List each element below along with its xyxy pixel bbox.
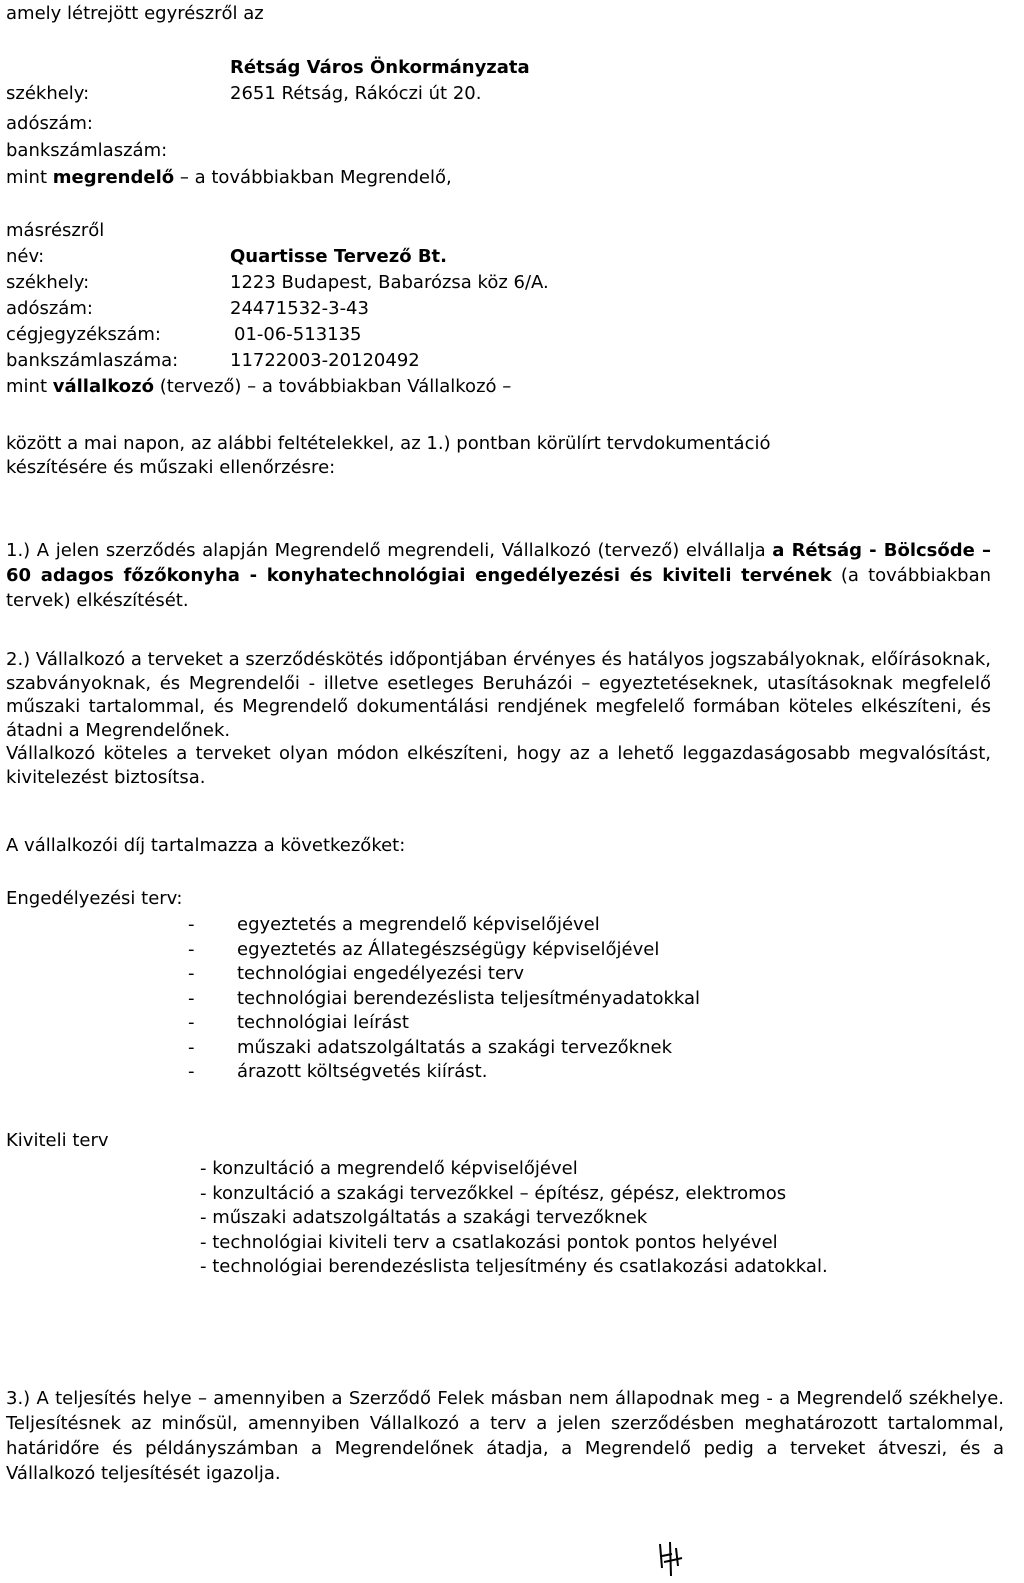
customer-name: Rétság Város Önkormányzata bbox=[230, 57, 530, 78]
document-page bbox=[6, 0, 1006, 1583]
permit-item-dash: - bbox=[188, 963, 195, 984]
fee-intro: A vállalkozói díj tartalmazza a következőket: bbox=[6, 835, 406, 856]
permit-item: technológiai engedélyezési terv bbox=[237, 963, 525, 984]
contractor-reg-label: cégjegyzékszám: bbox=[6, 324, 161, 345]
contractor-name-label: név: bbox=[6, 246, 45, 267]
permit-label: Engedélyezési terv: bbox=[6, 888, 183, 909]
other-side-line: másrészről bbox=[6, 220, 105, 241]
signature-initials bbox=[652, 1538, 692, 1578]
customer-role-line: mint megrendelő – a továbbiakban Megrendelő, bbox=[6, 167, 452, 188]
contractor-bank-label: bankszámlaszáma: bbox=[6, 350, 179, 371]
contractor-seat-label: székhely: bbox=[6, 272, 90, 293]
paragraph-2: 2.) Vállalkozó a terveket a szerződéskötés időpontjában érvényes és hatályos jogszabályoknak, előírásoknak, szabványoknak, és Megrendelői - illetve esetleges Beruházói – egyeztetéseknek, utasításoknak megfelelő műszaki tartalommal, és Megrendelő dokumentálási rendjének megfelelő formában köteles elkészíteni, és átadni a Megrendelőnek. Vállalkozó köteles a terveket olyan módon elkészíteni, hogy az a lehető leggazdaságosabb megvalósítást, kivitelezést biztosítsa. bbox=[6, 649, 991, 788]
permit-item: árazott költségvetés kiírást. bbox=[237, 1061, 488, 1082]
contractor-seat: 1223 Budapest, Babarózsa köz 6/A. bbox=[230, 272, 549, 293]
contractor-name: Quartisse Tervező Bt. bbox=[230, 246, 448, 267]
customer-tax-label: adószám: bbox=[6, 113, 93, 134]
permit-item-dash: - bbox=[188, 938, 195, 960]
contractor-tax: 24471532-3-43 bbox=[230, 298, 369, 319]
permit-item-dash: - bbox=[188, 987, 195, 1009]
permit-item: műszaki adatszolgáltatás a szakági tervezőknek bbox=[237, 1036, 673, 1058]
exec-item: - technológiai kiviteli terv a csatlakozási pontok pontos helyével bbox=[200, 1231, 778, 1253]
permit-item: technológiai berendezéslista teljesítményadatokkal bbox=[237, 987, 701, 1009]
customer-seat-label: székhely: bbox=[6, 83, 90, 104]
contractor-role-line: mint vállalkozó (tervező) – a továbbiakban Vállalkozó – bbox=[6, 376, 512, 397]
contractor-bank: 11722003-20120492 bbox=[230, 350, 420, 371]
intro-line: amely létrejött egyrészről az bbox=[6, 3, 264, 24]
paragraph-1: 1.) A jelen szerződés alapján Megrendelő megrendeli, Vállalkozó (tervező) elvállalja a Rétság - Bölcsőde – 60 adagos főzőkonyha - konyhatechnológiai engedélyezési és kiviteli tervének (a továbbiakban tervek) elkészítését. bbox=[6, 540, 992, 611]
exec-label: Kiviteli terv bbox=[6, 1130, 109, 1151]
between-line-1: között a mai napon, az alábbi feltételekkel, az 1.) pontban körülírt tervdokumentáció bbox=[6, 433, 771, 454]
exec-item: - konzultáció a megrendelő képviselőjével bbox=[200, 1158, 578, 1179]
permit-item: technológiai leírást bbox=[237, 1012, 409, 1033]
exec-item: - konzultáció a szakági tervezőkkel – építész, gépész, elektromos bbox=[200, 1182, 787, 1204]
permit-item-dash: - bbox=[188, 1012, 195, 1033]
permit-item-dash: - bbox=[188, 914, 195, 935]
permit-item-dash: - bbox=[188, 1036, 195, 1058]
contractor-tax-label: adószám: bbox=[6, 298, 93, 319]
between-line-2: készítésére és műszaki ellenőrzésre: bbox=[6, 457, 336, 478]
customer-bank-label: bankszámlaszám: bbox=[6, 140, 168, 161]
permit-item-dash: - bbox=[188, 1061, 195, 1082]
exec-item: - technológiai berendezéslista teljesítmény és csatlakozási adatokkal. bbox=[200, 1256, 828, 1277]
customer-seat: 2651 Rétság, Rákóczi út 20. bbox=[230, 83, 482, 104]
permit-item: egyeztetés a megrendelő képviselőjével bbox=[237, 914, 600, 935]
contractor-reg: 01-06-513135 bbox=[234, 324, 362, 345]
paragraph-3: 3.) A teljesítés helye – amennyiben a Szerződő Felek másban nem állapodnak meg - a Megrendelő székhelye. Teljesítésnek az minősül, amennyiben Vállalkozó a terv a jelen szerződésben meghatározott tartalommal, határidőre és példányszámban a Megrendelőnek átadja, a Megrendelő pedig a terveket átveszi, és a Vállalkozó teljesítését igazolja. bbox=[6, 1388, 1004, 1484]
permit-item: egyeztetés az Állategészségügy képviselőjével bbox=[237, 938, 660, 960]
exec-item: - műszaki adatszolgáltatás a szakági tervezőknek bbox=[200, 1207, 648, 1228]
